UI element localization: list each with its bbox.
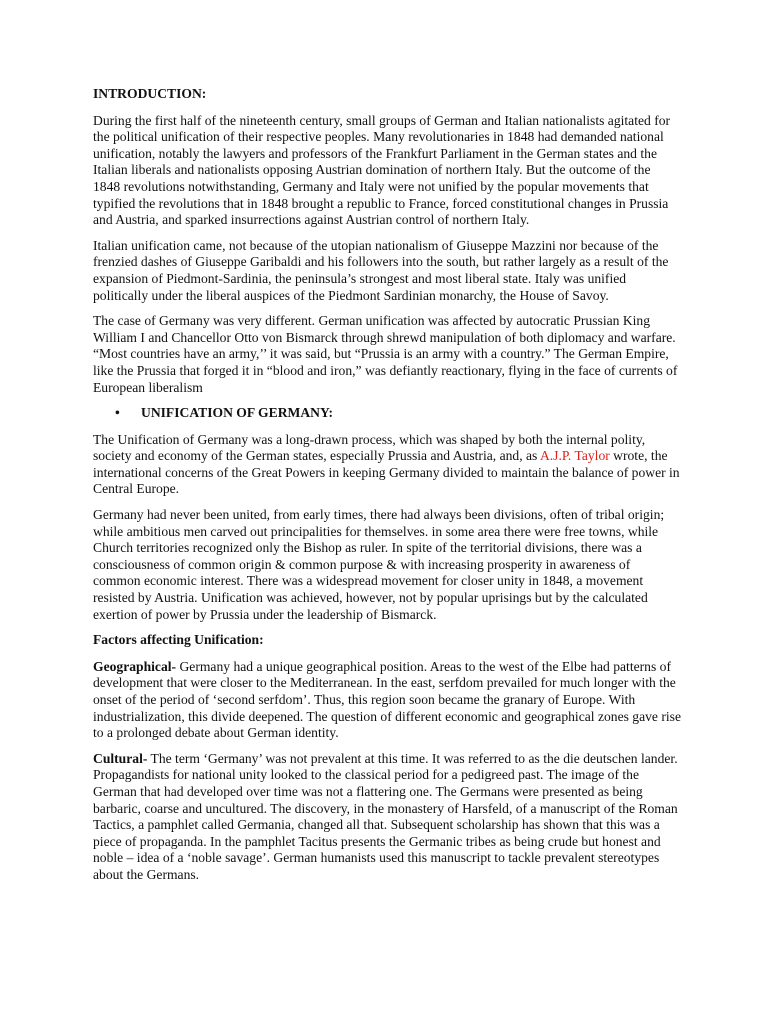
geographical-paragraph [93, 659, 681, 742]
bullet-icon: • [115, 405, 120, 421]
cultural-text: The term ‘Germany’ was not prevalent at this time. It was referred to as the die deutschen lander. Propagandists for national unity looked to the classical period for a pedigreed past. The image of the German that had developed over time was not a flattering one. The Germans were presented as being barbaric, coarse and uncultured. The discovery, in the monastery of Harsfeld, of a manuscript of the Roman Tactics, a pamphlet called Germania, changed all that. Subsequent scholarship has shown that this was a piece of propaganda. In the pamphlet Tacitus presents the Germanic tribes as being crude but honest and noble – idea of a ‘noble savage’. German humanists used this manuscript to tackle prevalent stereotypes about the Germans. [93, 750, 678, 882]
unification-heading [93, 405, 681, 422]
geographical-label: Geographical- [93, 658, 177, 674]
unification-p1-after: wrote, the international concerns of the Great Powers in keeping Germany divided to maintain the balance of power in Central Europe. [93, 448, 680, 497]
unification-paragraph-1 [93, 432, 681, 498]
unification-paragraph-2: Germany had never been united, from early times, there had always been divisions, often of tribal origin; while ambitious men carved out principalities for themselves. in some area there were free towns, while Church territories recognized only the Bishop as ruler. In spite of the territorial divisions, there was a consciousness of common origin & common purpose & with increasing prosperity in awareness of common economic interest. There was a widespread movement for closer unity in 1848, a movement resisted by Austria. Unification was achieved, however, not by popular uprisings but by the calculated exertion of power by Prussia under the leadership of Bismarck. [93, 507, 665, 622]
cultural-label: Cultural- [93, 750, 148, 766]
intro-paragraph-2: Italian unification came, not because of the utopian nationalism of Giuseppe Mazzini nor because of the frenzied dashes of Giuseppe Garibaldi and his followers into the south, but rather largely as a result of the expansion of Piedmont-Sardinia, the peninsula’s strongest and most liberal state. Italy was unified politically under the liberal auspices of the Piedmont Sardinian monarchy, the House of Savoy. [93, 237, 669, 303]
geographical-text: Germany had a unique geographical position. Areas to the west of the Elbe had patterns of development that were closer to the Mediterranean. In the east, serfdom prevailed for much longer with the onset of the period of ‘second serfdom’. Thus, this region soon became the granary of Europe. With industrialization, this divide deepened. The question of different economic and geographical zones gave rise to a prolonged debate about German identity. [93, 658, 681, 741]
introduction-heading: INTRODUCTION: [93, 86, 207, 101]
document-page [93, 86, 681, 893]
cultural-paragraph [93, 751, 681, 884]
intro-paragraph-1: During the first half of the nineteenth century, small groups of German and Italian nationalists agitated for the political unification of their respective peoples. Many revolutionaries in 1848 had demanded national unification, notably the lawyers and professors of the Frankfurt Parliament in the German states and the Italian liberals and nationalists opposing Austrian domination of northern Italy. But the outcome of the 1848 revolutions notwithstanding, Germany and Italy were not unified by the popular movements that typified the revolutions that in 1848 brought a republic to France, forced constitutional changes in Prussia and Austria, and sparked insurrections against Austrian control of northern Italy. [93, 112, 671, 228]
factors-heading: Factors affecting Unification: [93, 632, 264, 648]
unification-p1-before: The Unification of Germany was a long-drawn process, which was shaped by both the internal polity, society and economy of the German states, especially Prussia and Austria, and, as [93, 431, 646, 464]
intro-paragraph-3: The case of Germany was very different. German unification was affected by autocratic Prussian King William I and Chancellor Otto von Bismarck through shrewd manipulation of both diplomacy and warfare. “Most countries have an army,’’ it was said, but “Prussia is an army with a country.” The German Empire, like the Prussia that forged it in “blood and iron,” was defiantly reactionary, flying in the face of currents of European liberalism [93, 313, 678, 395]
unification-heading-text: UNIFICATION OF GERMANY: [141, 405, 334, 421]
taylor-link[interactable]: A.J.P. Taylor [539, 448, 610, 464]
